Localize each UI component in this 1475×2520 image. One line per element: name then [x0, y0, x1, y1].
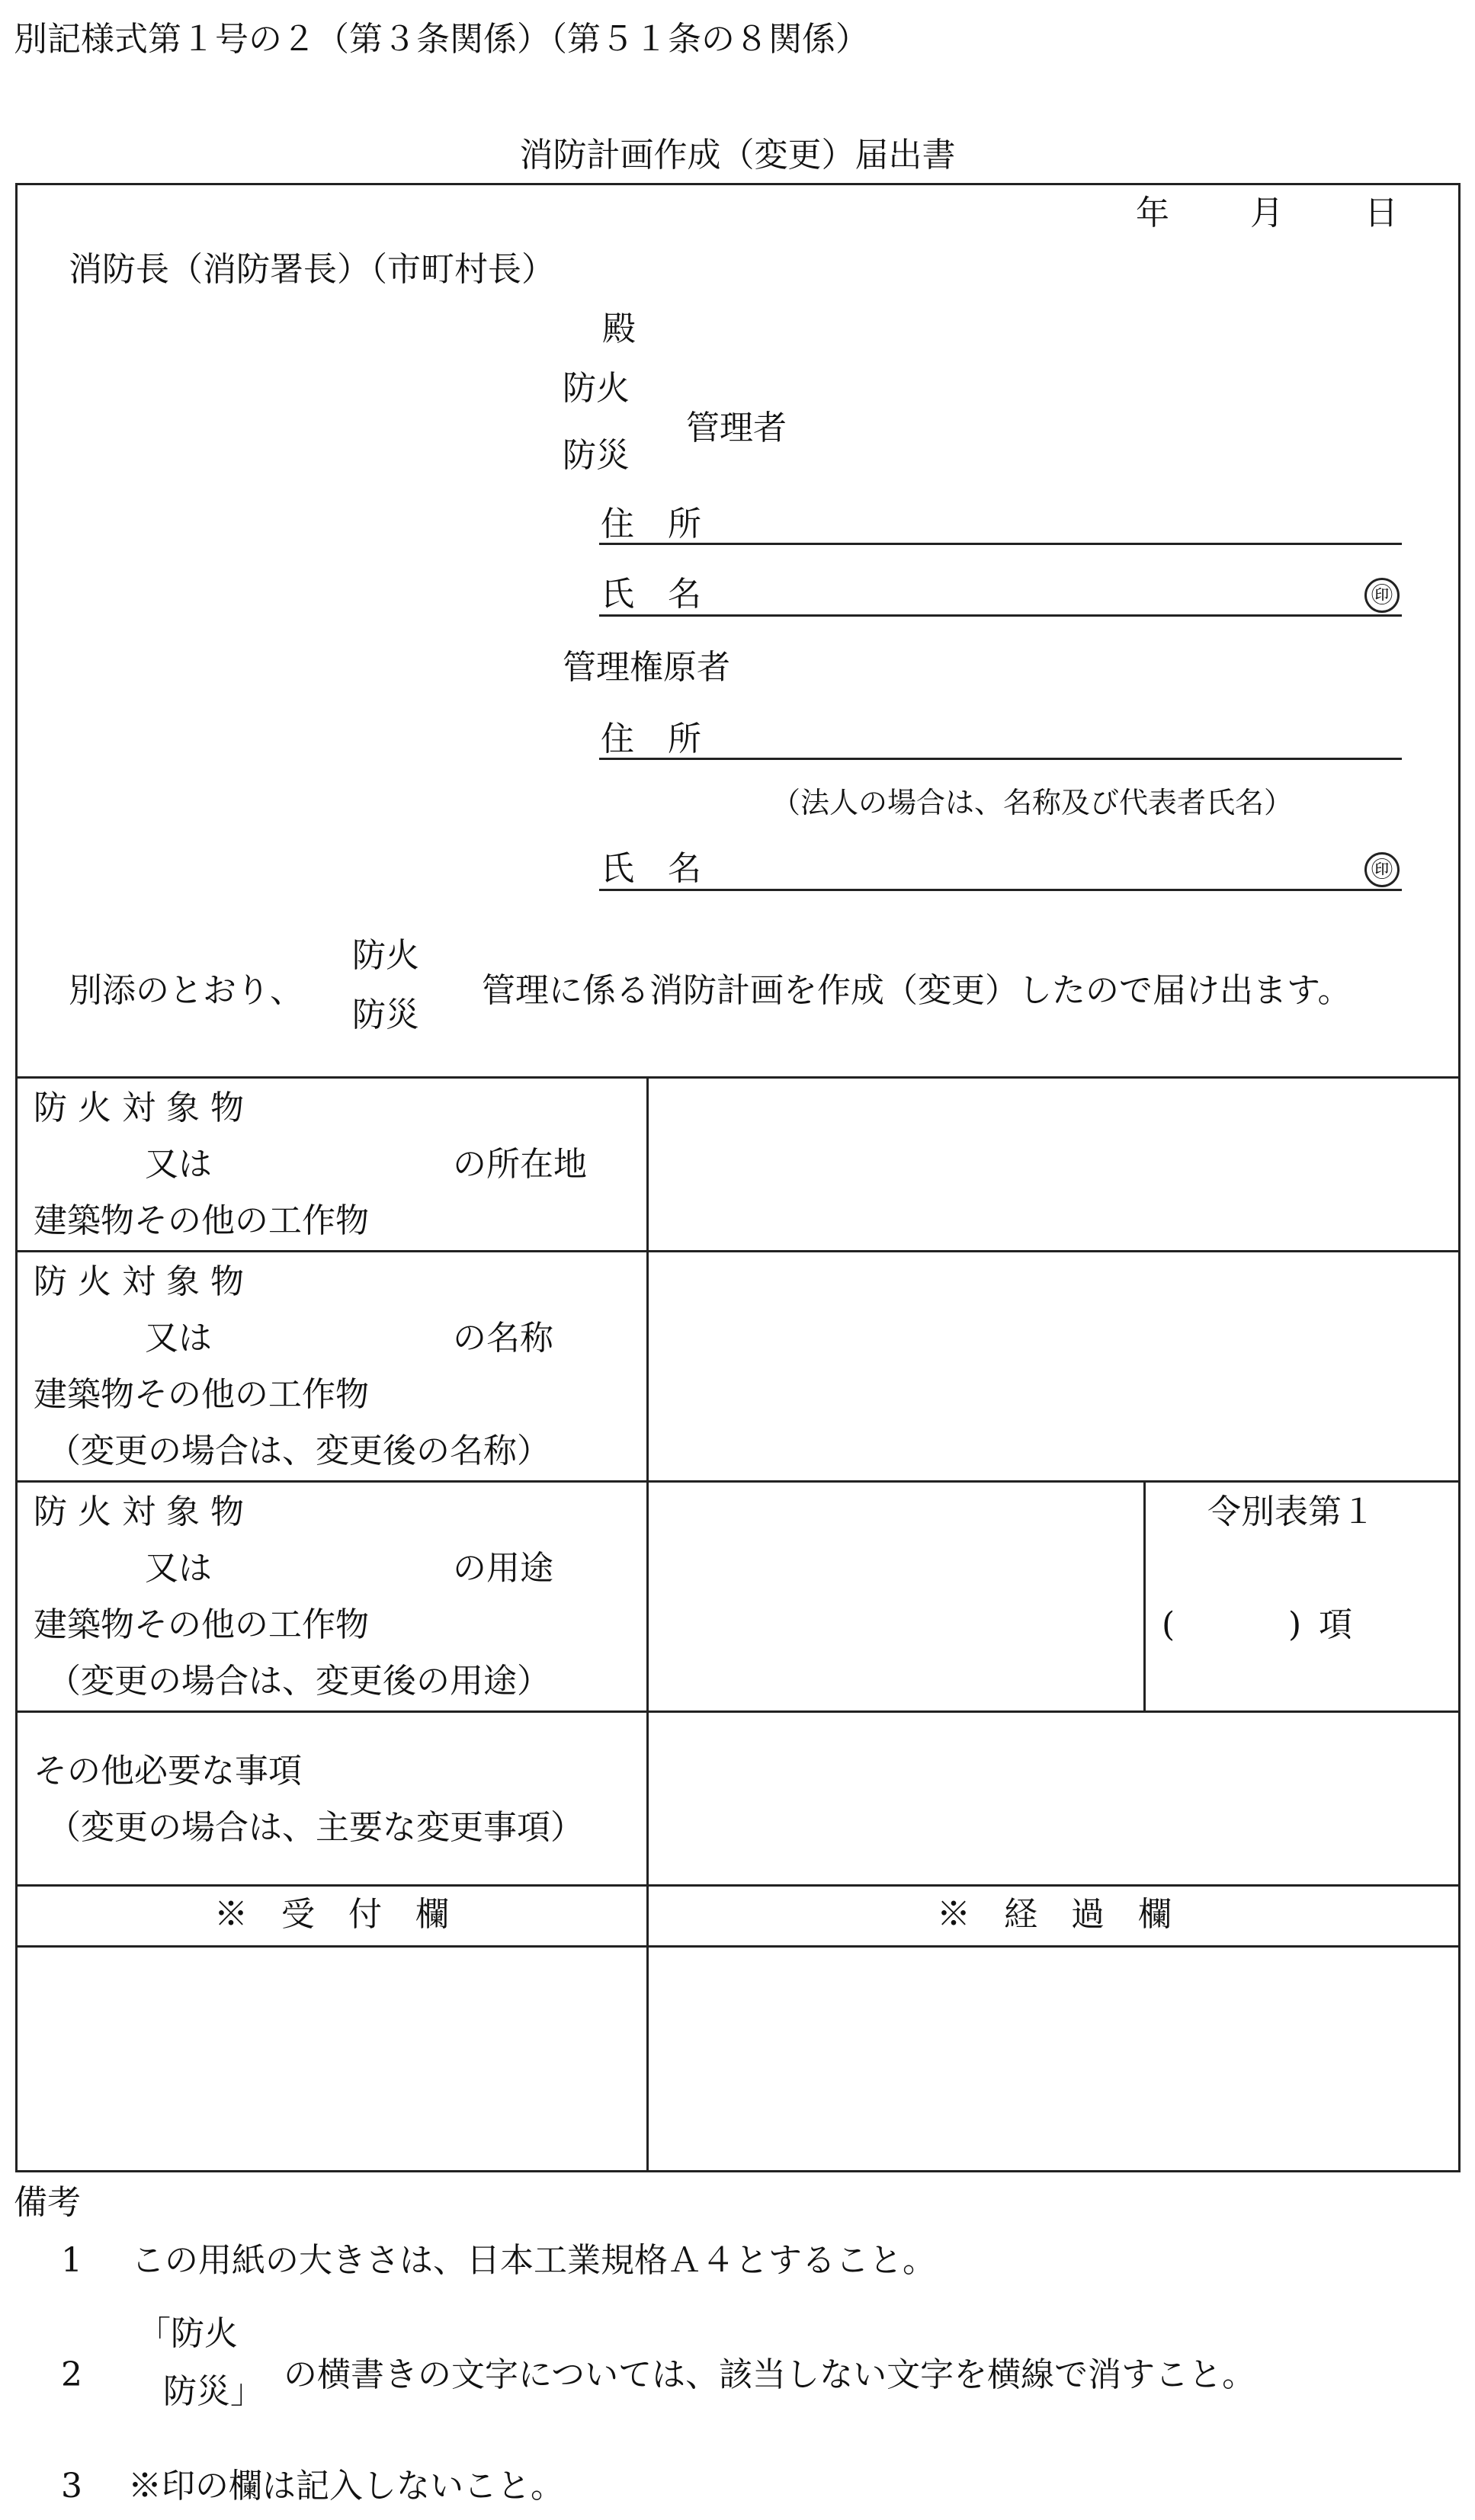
location-line-2: 又は [145, 1145, 212, 1184]
date-month-label: 月 [1250, 194, 1284, 232]
use-item-close: ) [1288, 1605, 1302, 1644]
honorific: 殿 [602, 309, 636, 348]
name-line-2: 又は [145, 1319, 212, 1358]
name-line-4: （変更の場合は、変更後の名称） [47, 1432, 550, 1470]
use-line-1: 防 火 対 象 物 [34, 1492, 244, 1531]
progress-header: ※ 経 過 欄 [937, 1895, 1172, 1934]
manager-address-field[interactable] [599, 543, 1402, 545]
form-reference: 別記様式第１号の２（第３条関係）（第５１条の８関係） [14, 20, 869, 59]
manager-type-fire: 防火 [563, 369, 630, 408]
manager-address-label: 住 所 [601, 505, 701, 543]
note-2-close: 防災」 [163, 2372, 264, 2411]
manager-label: 管理者 [686, 409, 787, 447]
use-suffix: の用途 [453, 1549, 553, 1588]
row-divider-5 [15, 1945, 1461, 1948]
name-value-cell[interactable] [649, 1253, 1459, 1479]
note-2-open: 「防火 [137, 2314, 238, 2353]
declaration-text: 管理に係る消防計画を作成（変更）したので届け出ます。 [482, 971, 1352, 1010]
use-table-ref: 令別表第１ [1207, 1492, 1375, 1531]
table-top-line [15, 1076, 1461, 1079]
note-2-number: 2 [61, 2355, 82, 2394]
corporation-note: （法人の場合は、名称及び代表者氏名） [771, 786, 1294, 819]
date-day-label: 日 [1364, 194, 1398, 232]
form-title: 消防計画作成（変更）届出書 [519, 136, 956, 175]
reception-header: ※ 受 付 欄 [214, 1895, 449, 1934]
location-suffix: の所在地 [453, 1145, 587, 1184]
holder-name-field[interactable] [599, 889, 1402, 891]
declaration-prefix: 別添のとおり、 [69, 971, 303, 1010]
other-line-1: その他必要な事項 [34, 1752, 302, 1791]
note-1-text: この用紙の大きさは、日本工業規格Ａ４とすること。 [131, 2241, 936, 2280]
use-line-4: （変更の場合は、変更後の用途） [47, 1662, 550, 1701]
location-line-3: 建築物その他の工作物 [34, 1201, 369, 1240]
use-item-field[interactable] [1189, 1601, 1281, 1646]
authority-holder-label: 管理権原者 [563, 648, 730, 687]
holder-name-label: 氏 名 [601, 849, 701, 888]
name-suffix: の名称 [453, 1319, 553, 1358]
date-year-label: 年 [1136, 194, 1169, 232]
other-value-cell[interactable] [649, 1714, 1459, 1883]
row-divider-1 [15, 1250, 1461, 1252]
row-divider-4 [15, 1884, 1461, 1887]
manager-seal-mark: ㊞ [1364, 578, 1400, 613]
row-divider-2 [15, 1480, 1461, 1483]
column-divider [646, 1076, 649, 2172]
name-line-3: 建築物その他の工作物 [34, 1375, 369, 1414]
name-line-1: 防 火 対 象 物 [34, 1262, 244, 1301]
manager-name-field[interactable] [599, 614, 1402, 617]
holder-address-field[interactable] [599, 758, 1402, 760]
use-value-cell[interactable] [649, 1483, 1142, 1709]
use-column-divider [1143, 1480, 1146, 1710]
declaration-fire: 防火 [352, 936, 419, 975]
use-line-2: 又は [145, 1549, 212, 1588]
manager-name-label: 氏 名 [601, 575, 701, 614]
location-value-cell[interactable] [649, 1079, 1459, 1249]
use-line-3: 建築物その他の工作物 [34, 1605, 369, 1644]
note-1-number: 1 [61, 2241, 82, 2280]
declaration-disaster: 防災 [352, 995, 419, 1034]
location-line-1: 防 火 対 象 物 [34, 1088, 244, 1127]
note-2-text: の横書きの文字については、該当しない文字を横線で消すこと。 [284, 2355, 1256, 2394]
use-item-open: ( [1162, 1605, 1175, 1644]
note-3-text: ※印の欄は記入しないこと。 [128, 2467, 564, 2506]
note-3-number: 3 [61, 2467, 82, 2506]
notes-heading: 備考 [14, 2183, 81, 2222]
holder-seal-mark: ㊞ [1364, 852, 1400, 887]
holder-address-label: 住 所 [601, 720, 701, 758]
other-line-2: （変更の場合は、主要な変更事項） [47, 1808, 584, 1847]
use-item-suffix: 項 [1319, 1605, 1352, 1644]
manager-type-disaster: 防災 [563, 436, 630, 475]
row-divider-3 [15, 1710, 1461, 1713]
addressee: 消防長（消防署長）（市町村長） [69, 250, 555, 289]
